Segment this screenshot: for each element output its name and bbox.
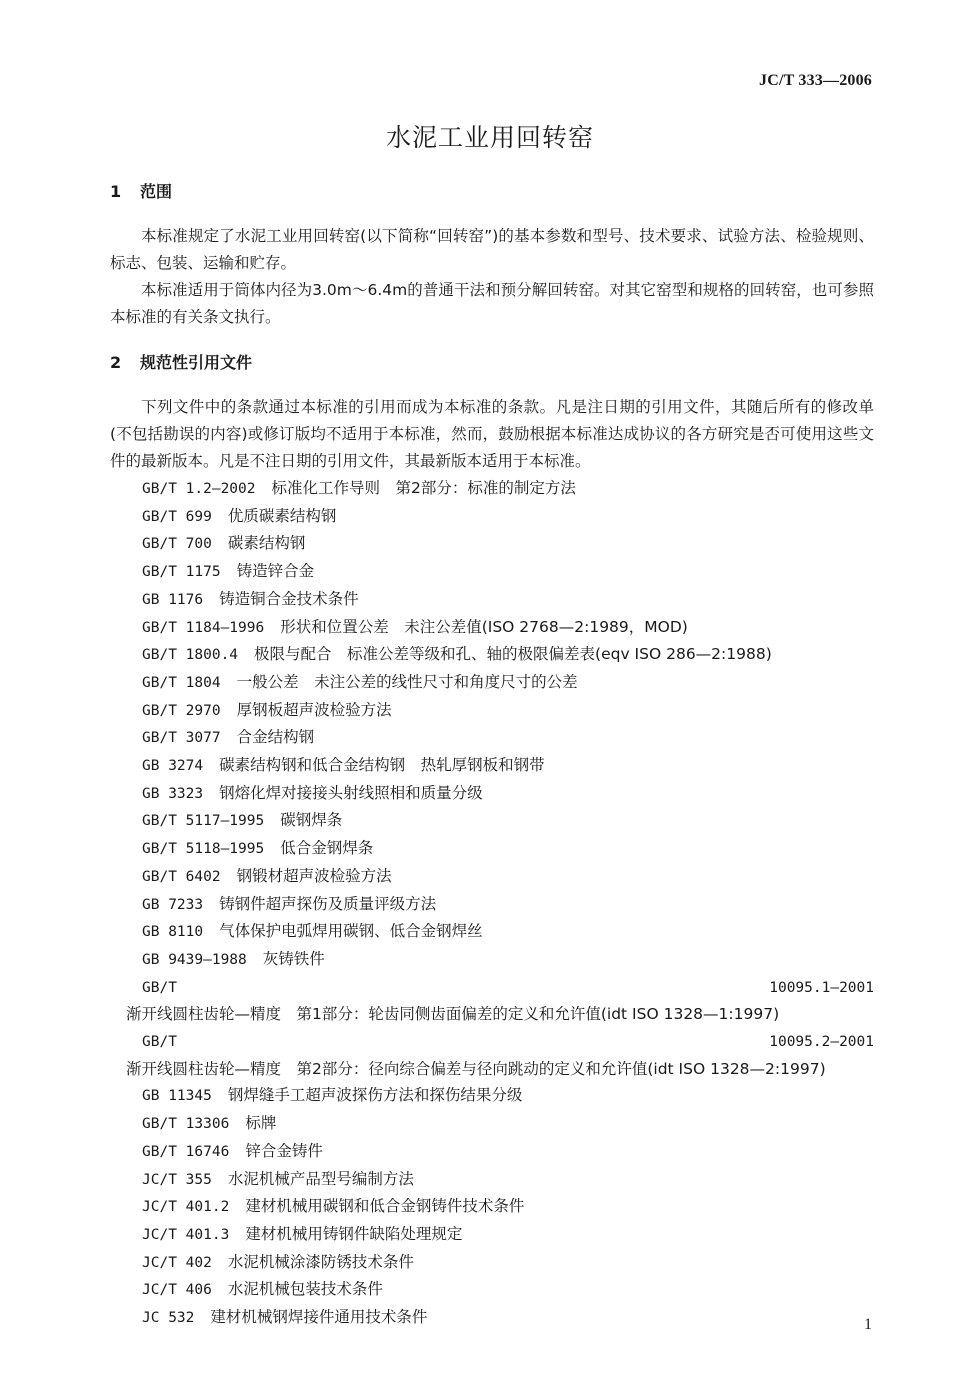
reference-title: 气体保护电弧焊用碳钢、低合金钢焊丝 (219, 922, 483, 941)
reference-title: 低合金钢焊条 (280, 839, 374, 858)
reference-item (110, 614, 874, 642)
reference-item (110, 974, 874, 1028)
reference-item (110, 475, 874, 503)
reference-item (110, 724, 874, 752)
reference-code: GB/T 1.2—2002 (142, 481, 256, 497)
paragraph: 本标准适用于筒体内径为3.0m～6.4m的普通干法和预分解回转窑。对其它窑型和规格的回转窑，也可参照本标准的有关条文执行。 (110, 281, 874, 326)
reference-code: JC/T 355 (142, 1171, 212, 1188)
reference-title: 建材机械用碳钢和低合金钢铸件技术条件 (245, 1197, 525, 1216)
reference-title: 渐开线圆柱齿轮—精度 第2部分：径向综合偏差与径向跳动的定义和允许值(idt ISO 1328—2:1997) (126, 1059, 826, 1078)
reference-title: 标牌 (245, 1114, 277, 1133)
section-title: 范围 (140, 182, 173, 201)
reference-code: GB/T 1804 (142, 674, 221, 691)
reference-code: GB/T 1800.4 (142, 647, 239, 664)
reference-title: 锌合金铸件 (245, 1141, 323, 1160)
reference-item (110, 530, 874, 558)
reference-title: 碳素结构钢和低合金结构钢 热轧厚钢板和钢带 (219, 756, 545, 775)
reference-code: GB 1176 (142, 591, 204, 608)
reference-item (110, 558, 874, 586)
reference-code: GB/T 13306 (142, 1116, 230, 1133)
reference-title: 铸钢件超声探伤及质量评级方法 (219, 894, 437, 913)
reference-title: 标准化工作导则 第2部分：标准的制定方法 (271, 479, 576, 497)
reference-code: JC/T 401.2 (142, 1199, 230, 1216)
reference-item (110, 1028, 874, 1082)
reference-item (110, 1276, 874, 1304)
reference-item (110, 1166, 874, 1194)
reference-title: 碳素结构钢 (227, 534, 306, 553)
reference-code: GB/T 700 (142, 536, 212, 553)
page-title: 水泥工业用回转窑 (385, 123, 594, 152)
reference-item (110, 669, 874, 697)
reference-code: GB/T 1175 (142, 564, 221, 581)
reference-code: JC/T 406 (142, 1282, 212, 1299)
reference-code: GB/T 6402 (142, 868, 221, 885)
reference-title: 钢熔化焊对接接头射线照相和质量分级 (219, 783, 483, 802)
reference-title: 灰铸铁件 (262, 949, 325, 968)
reference-code: GB/T 3077 (142, 730, 221, 747)
reference-code: GB/T 5118—1995 (142, 841, 265, 858)
reference-title: 水泥机械产品型号编制方法 (227, 1169, 414, 1188)
reference-item (110, 503, 874, 531)
reference-title: 厚钢板超声波检验方法 (236, 700, 392, 719)
reference-code: GB/T 16746 (142, 1143, 230, 1160)
section-title: 规范性引用文件 (140, 353, 253, 372)
reference-title: 渐开线圆柱齿轮—精度 第1部分：轮齿同侧齿面偏差的定义和允许值(idt ISO 1328—1:1997) (126, 1005, 780, 1024)
reference-title: 形状和位置公差 未注公差值(ISO 2768—2:1989，MOD) (280, 617, 688, 636)
page-number: 1 (864, 1316, 872, 1333)
reference-title: 碳钢焊条 (280, 811, 343, 830)
paragraph: 本标准规定了水泥工业用回转窑(以下简称“回转窑”)的基本参数和型号、技术要求、试验方法、检验规则、标志、包装、运输和贮存。 (110, 227, 874, 272)
reference-title: 合金结构钢 (236, 728, 315, 747)
reference-title: 铸造锌合金 (236, 562, 315, 581)
reference-item (110, 807, 874, 835)
reference-code: GB 8110 (142, 924, 204, 941)
reference-item (110, 1193, 874, 1221)
reference-item (110, 1249, 874, 1277)
reference-code: GB 3323 (142, 785, 204, 802)
reference-item (110, 1110, 874, 1138)
standard-code: JC/T 333—2006 (759, 72, 872, 89)
reference-item (110, 835, 874, 863)
reference-code: GB/T 1184—1996 (142, 619, 265, 636)
reference-code: GB 9439—1988 (142, 951, 247, 968)
paragraph: 下列文件中的条款通过本标准的引用而成为本标准的条款。凡是注日期的引用文件，其随后所有的修改单(不包括勘误的内容)或修订版均不适用于本标准，然而，鼓励根据本标准达成协议的各方研究是否可使用这些文件的最新版本。凡是不注日期的引用文件，其最新版本适用于本标准。 (110, 398, 874, 470)
reference-code: JC 532 (142, 1310, 195, 1327)
reference-item (110, 1082, 874, 1110)
reference-title: 钢焊缝手工超声波探伤方法和探伤结果分级 (227, 1086, 523, 1105)
reference-code: JC/T 401.3 (142, 1226, 230, 1243)
reference-item (110, 586, 874, 614)
reference-item (110, 641, 874, 669)
reference-code: GB/T 10095.1—2001 (142, 979, 874, 996)
reference-code: GB 11345 (142, 1088, 212, 1105)
reference-title: 建材机械钢焊接件通用技术条件 (210, 1308, 428, 1327)
section-number: 2 (110, 353, 122, 372)
reference-title: 水泥机械包装技术条件 (227, 1280, 383, 1299)
reference-title: 钢锻材超声波检验方法 (236, 866, 392, 885)
reference-code: GB 7233 (142, 896, 204, 913)
section-heading-normative-references (110, 349, 874, 376)
reference-code: GB/T 10095.2—2001 (142, 1034, 874, 1051)
reference-item (110, 1138, 874, 1166)
reference-title: 一般公差 未注公差的线性尺寸和角度尺寸的公差 (236, 672, 578, 691)
document-body (110, 176, 874, 1332)
reference-code: GB/T 699 (142, 508, 212, 525)
reference-code: GB 3274 (142, 758, 204, 775)
reference-item (110, 697, 874, 725)
reference-code: JC/T 402 (142, 1254, 212, 1271)
reference-title: 水泥机械涂漆防锈技术条件 (227, 1252, 414, 1271)
reference-title: 铸造铜合金技术条件 (219, 589, 359, 608)
reference-title: 优质碳素结构钢 (227, 506, 337, 525)
reference-item (110, 1304, 874, 1332)
reference-item (110, 891, 874, 919)
reference-title: 极限与配合 标准公差等级和孔、轴的极限偏差表(eqv ISO 286—2:1988) (254, 645, 772, 664)
section-heading-scope (110, 178, 874, 205)
reference-item (110, 752, 874, 780)
reference-item (110, 918, 874, 946)
reference-code: GB/T 5117—1995 (142, 813, 265, 830)
reference-list (110, 475, 874, 1332)
reference-item (110, 780, 874, 808)
reference-title: 建材机械用铸钢件缺陷处理规定 (245, 1224, 463, 1243)
reference-item (110, 946, 874, 974)
section-number: 1 (110, 182, 122, 201)
reference-item (110, 1221, 874, 1249)
reference-code: GB/T 2970 (142, 702, 221, 719)
reference-item (110, 863, 874, 891)
